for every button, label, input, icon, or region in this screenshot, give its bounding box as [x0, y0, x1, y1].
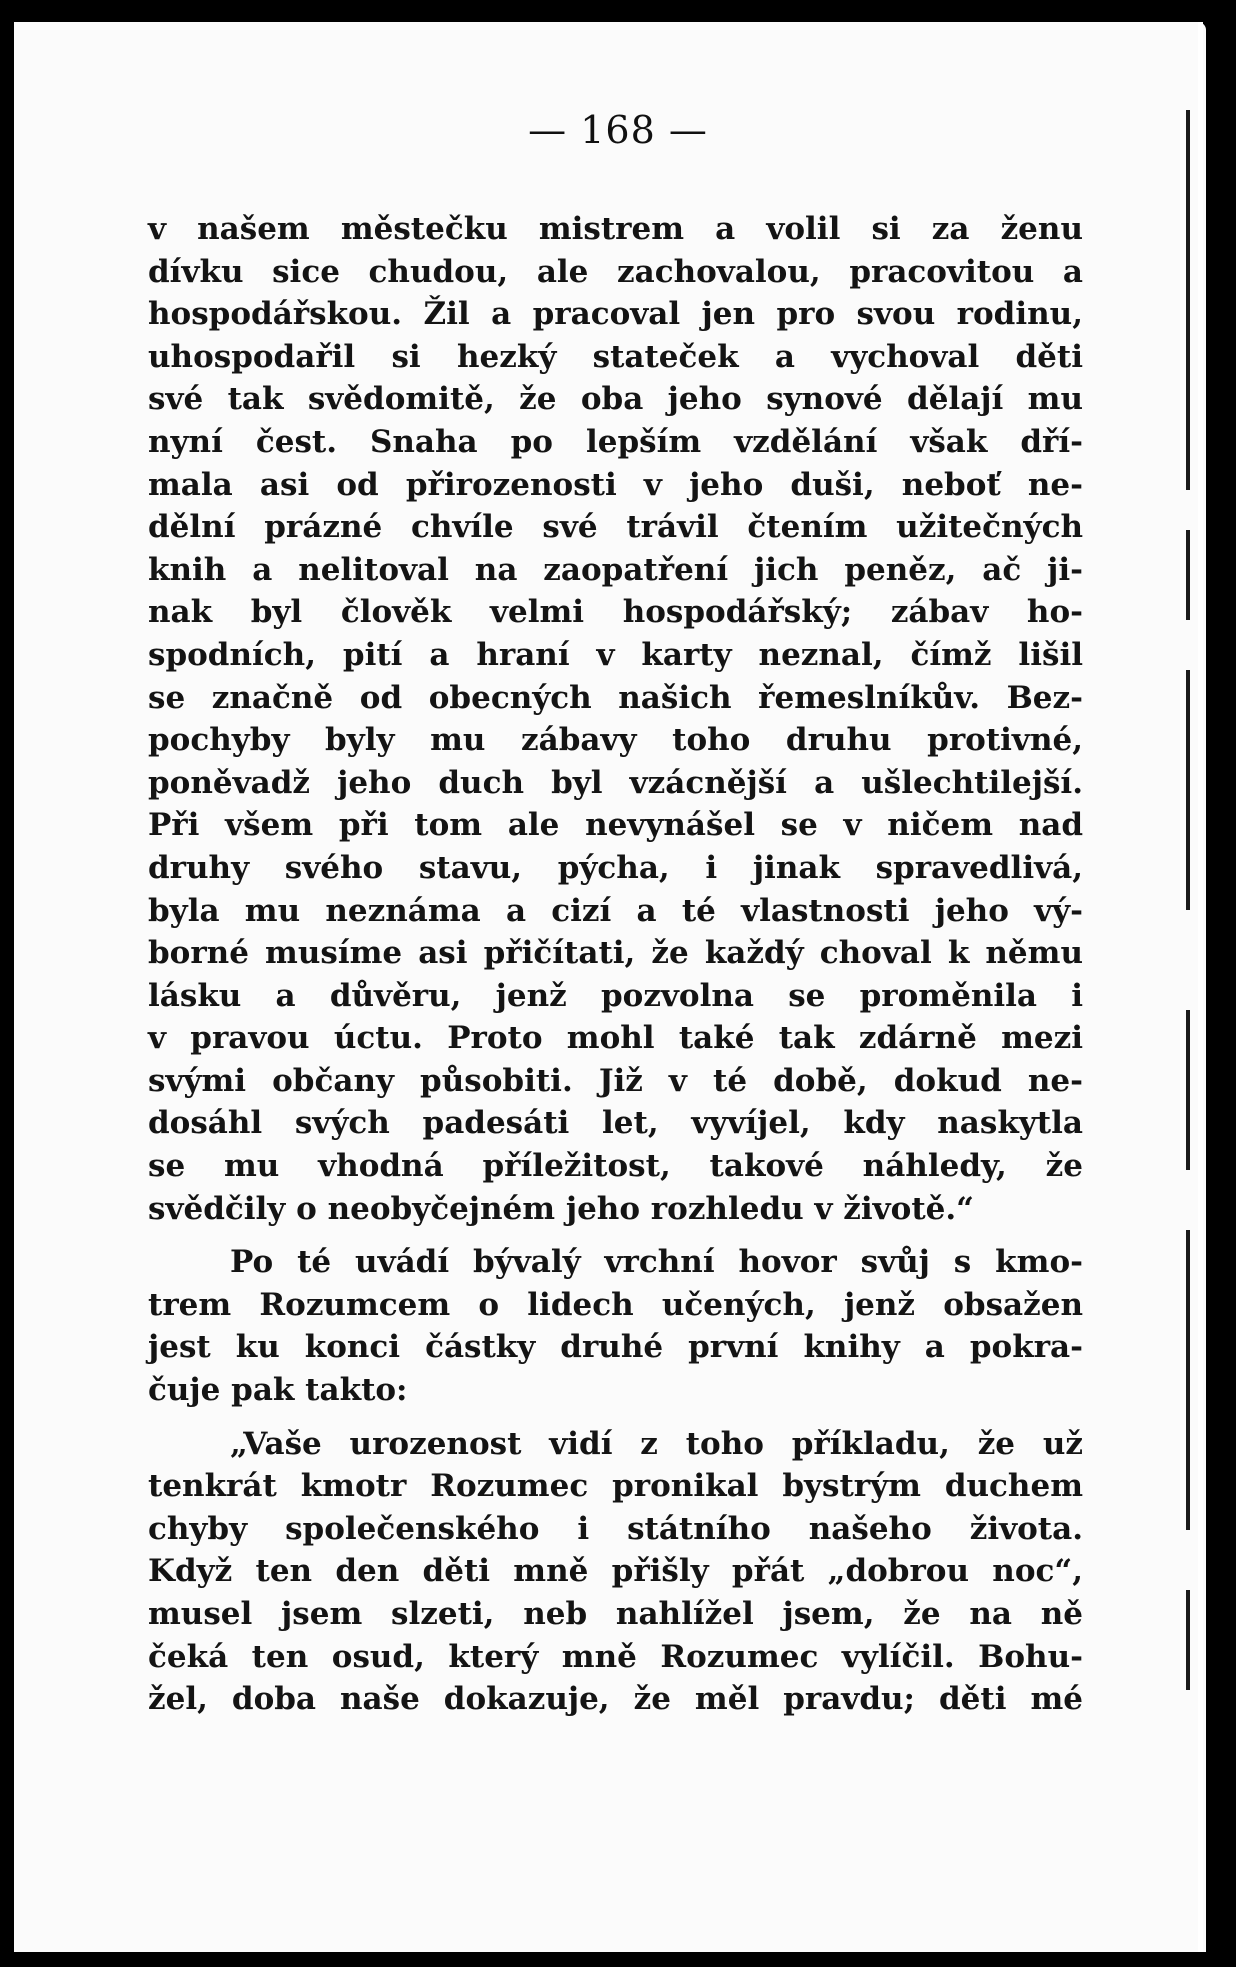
page-number: — 168 —: [528, 108, 708, 152]
text-line: čeká ten osud, který mně Rozumec vylíčil. Bohu-: [148, 1638, 1083, 1675]
text-line: byla mu neznáma a cizí a té vlastnosti jeho vý-: [148, 892, 1083, 929]
text-line: „Vaše urozenost vidí z toho příkladu, že už: [230, 1425, 1083, 1462]
text-line: čuje pak takto:: [148, 1372, 408, 1409]
text-line: svědčily o neobyčejném jeho rozhledu v životě.“: [148, 1190, 975, 1227]
text-line: knih a nelitoval na zaopatření jich peněz, ač ji-: [148, 551, 1083, 588]
text-line: dělní prázné chvíle své trávil čtením užitečných: [148, 509, 1083, 546]
page-edge-line: [1198, 22, 1203, 1952]
binding-mark: [1186, 530, 1190, 620]
text-line: nyní čest. Snaha po lepším vzdělání však dří-: [148, 423, 1083, 460]
text-line: svými občany působiti. Již v té době, dokud ne-: [148, 1062, 1083, 1099]
text-line: v pravou úctu. Proto mohl také tak zdárně mezi: [148, 1020, 1083, 1057]
text-line: Když ten den děti mně přišly přát „dobrou noc“,: [148, 1553, 1083, 1590]
text-line: chyby společenského i státního našeho života.: [148, 1510, 1083, 1547]
binding-mark: [1186, 670, 1190, 910]
binding-mark: [1186, 110, 1190, 490]
text-line: borné musíme asi přičítati, že každý choval k němu: [148, 935, 1083, 972]
text-line: tenkrát kmotr Rozumec pronikal bystrým duchem: [148, 1468, 1083, 1505]
text-line: hospodářskou. Žil a pracoval jen pro svou rodinu,: [148, 296, 1083, 333]
paragraph: [148, 1241, 1083, 1411]
paragraph-gap: [148, 1412, 1083, 1423]
text-line: druhy svého stavu, pýcha, i jinak spravedlivá,: [148, 849, 1083, 886]
text-line: pochyby byly mu zábavy toho druhu protivné,: [148, 722, 1083, 759]
body-text: [148, 208, 1083, 1721]
text-line: žel, doba naše dokazuje, že měl pravdu; děti mé: [148, 1681, 1083, 1718]
text-line: jest ku konci částky druhé první knihy a pokra-: [148, 1329, 1083, 1366]
paragraph-gap: [148, 1230, 1083, 1241]
binding-mark: [1186, 1230, 1190, 1530]
text-line: nak byl člověk velmi hospodářský; zábav ho-: [148, 594, 1083, 631]
text-line: musel jsem slzeti, neb nahlížel jsem, že na ně: [148, 1596, 1083, 1632]
text-line: se značně od obecných našich řemeslníkův. Bez-: [148, 679, 1083, 716]
text-line: poněvadž jeho duch byl vzácnější a ušlechtilejší.: [148, 764, 1083, 801]
text-line: dosáhl svých padesáti let, vyvíjel, kdy naskytla: [148, 1105, 1083, 1142]
text-line: se mu vhodná příležitost, takové náhledy, že: [148, 1148, 1083, 1185]
binding-marks: [1180, 110, 1196, 1710]
text-line: své tak svědomitě, že oba jeho synové dělají mu: [148, 381, 1083, 418]
text-line: v našem městečku mistrem a volil si za ženu: [148, 211, 1083, 247]
binding-mark: [1186, 1590, 1190, 1690]
text-line: trem Rozumcem o lidech učených, jenž obsažen: [148, 1286, 1083, 1323]
text-line: uhospodařil si hezký stateček a vychoval děti: [148, 338, 1083, 375]
text-line: dívku sice chudou, ale zachovalou, pracovitou a: [148, 253, 1083, 290]
binding-mark: [1186, 1010, 1190, 1170]
paragraph: [148, 208, 1083, 1230]
text-line: Při všem při tom ale nevynášel se v ničem nad: [148, 807, 1083, 844]
paragraph: [148, 1423, 1083, 1721]
text-line: mala asi od přirozenosti v jeho duši, neboť ne-: [148, 466, 1083, 503]
text-line: Po té uvádí bývalý vrchní hovor svůj s kmo-: [230, 1244, 1083, 1281]
text-line: lásku a důvěru, jenž pozvolna se proměnila i: [148, 977, 1083, 1014]
text-line: spodních, pití a hraní v karty neznal, čímž lišil: [148, 636, 1083, 673]
